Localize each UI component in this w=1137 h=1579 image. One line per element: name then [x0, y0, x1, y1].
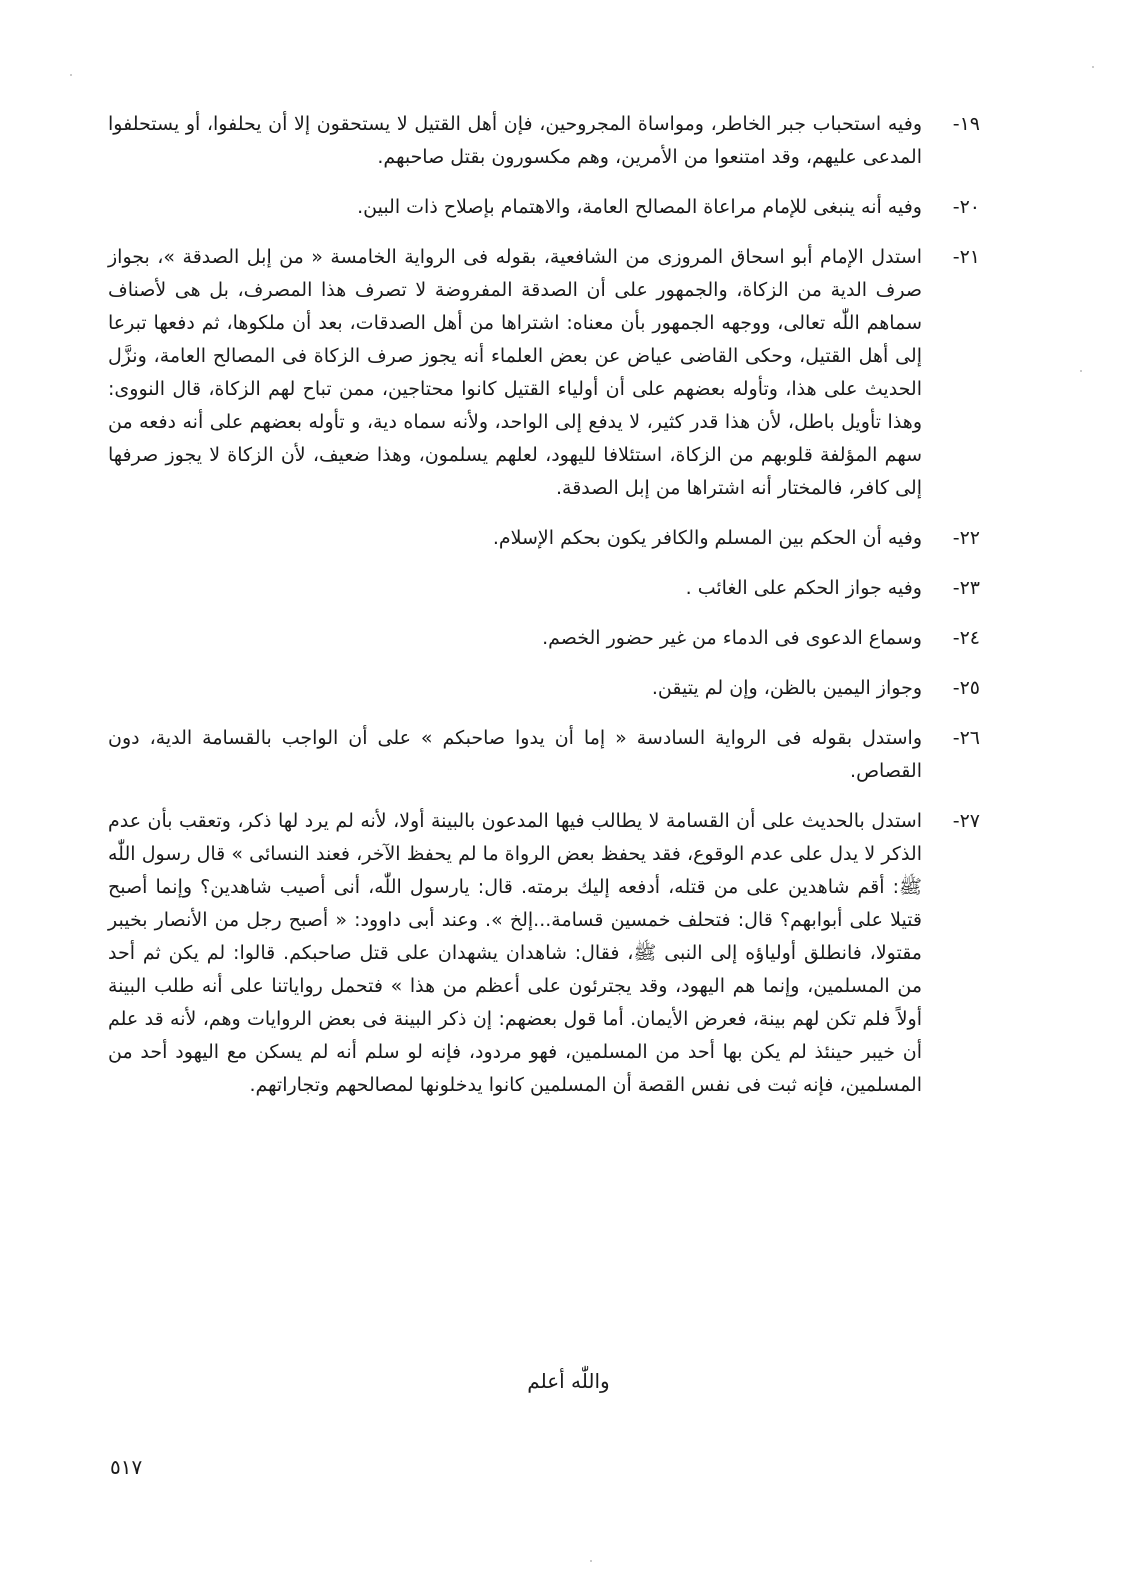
item-number: ٢٤-: [952, 627, 980, 649]
list-item: [108, 672, 980, 705]
list-item: [108, 522, 980, 555]
item-number: ٢٠-: [952, 196, 980, 218]
scan-speck: [1080, 370, 1082, 372]
list-item: [108, 622, 980, 655]
scan-speck: [1092, 66, 1094, 68]
scan-speck: [70, 74, 72, 76]
item-text: استدل بالحديث على أن القسامة لا يطالب فيها المدعون بالبينة أولا، لأنه لم يرد لها ذكر، وتعقب بأن عدم الذكر لا يدل على عدم الوقوع، فقد يحفظ بعض الرواة ما لم يحفظ الآخر، فعند النسائى » قال رسول اللّٰه ﷺ: أقم شاهدين على من قتله، أدفعه إليك برمته. قال: يارسول اللّٰه، أنى أصيب شاهدين؟ وإنما أصبح قتيلا على أبوابهم؟ قال: فتحلف خمسين قسامة...إلخ ». وعند أبى داوود: « أصبح رجل من الأنصار بخيبر مقتولا، فانطلق أولياؤه إلى النبى ﷺ، فقال: شاهدان يشهدان على قتل صاحبكم. قالوا: لم يكن ثم أحد من المسلمين، وإنما هم اليهود، وقد يجترئون على أعظم من هذا » فتحمل رواياتنا على أنه طلب البينة أولاً فلم تكن لهم بينة، فعرض الأيمان. أما قول بعضهم: إن ذكر البينة فى بعض الروايات وهم، لأنه قد علم أن خيبر حينئذ لم يكن بها أحد من المسلمين، فهو مردود، فإنه لو سلم أنه لم يسكن مع اليهود أحد من المسلمين، فإنه ثبت فى نفس القصة أن المسلمين كانوا يدخلونها لمصالحهم وتجاراتهم.: [108, 810, 922, 1096]
list-item: [108, 191, 980, 224]
item-text: وفيه أن الحكم بين المسلم والكافر يكون بحكم الإسلام.: [492, 527, 922, 549]
page-number: ٥١٧: [110, 1455, 143, 1479]
item-text: استدل الإمام أبو اسحاق المروزى من الشافعية، بقوله فى الرواية الخامسة « من إبل الصدقة »، بجواز صرف الدية من الزكاة، والجمهور على أن الصدقة المفروضة لا تصرف هذا المصرف، بل هى لأصناف سماهم اللّٰه تعالى، ووجهه الجمهور بأن معناه: اشتراها من أهل الصدقات، بعد أن ملكوها، ثم دفعها تبرعا إلى أهل القتيل، وحكى القاضى عياض عن بعض العلماء أنه يجوز صرف الزكاة فى المصالح العامة، ونزَّل الحديث على هذا، وتأوله بعضهم على أن أولياء القتيل كانوا محتاجين، ممن تباح لهم الزكاة، قال النووى: وهذا تأويل باطل، لأن هذا قدر كثير، لا يدفع إلى الواحد، ولأنه سماه دية، و تأوله بعضهم على أنه دفعه من سهم المؤلفة قلوبهم من الزكاة، استئلافا لليهود، لعلهم يسلمون، وهذا ضعيف، لأن الزكاة لا يجوز صرفها إلى كافر، فالمختار أنه اشتراها من إبل الصدقة.: [108, 246, 922, 499]
closing-phrase: واللّٰه أعلم: [527, 1369, 610, 1393]
list-item: [108, 572, 980, 605]
item-number: ٢٥-: [952, 677, 980, 699]
list-item: [108, 108, 980, 174]
list-item: [108, 722, 980, 788]
item-text: وفيه أنه ينبغى للإمام مراعاة المصالح العامة، والاهتمام بإصلاح ذات البين.: [357, 196, 922, 218]
item-text: وفيه استحباب جبر الخاطر، ومواساة المجروحين، فإن أهل القتيل لا يستحقون إلا أن يحلفوا، أو يستحلفوا المدعى عليهم، وقد امتنعوا من الأمرين، وهم مكسورون بقتل صاحبهم.: [108, 113, 922, 168]
main-text: [108, 108, 980, 1119]
item-number: ١٩-: [952, 113, 980, 135]
item-number: ٢٦-: [952, 727, 980, 749]
item-text: وجواز اليمين بالظن، وإن لم يتيقن.: [651, 677, 922, 699]
list-item: [108, 805, 980, 1102]
list-item: [108, 241, 980, 505]
item-text: واستدل بقوله فى الرواية السادسة « إما أن يدوا صاحبكم » على أن الواجب بالقسامة الدية، دون القصاص.: [108, 727, 922, 782]
item-number: ٢٢-: [952, 527, 980, 549]
item-number: ٢٣-: [952, 577, 980, 599]
item-number: ٢١-: [952, 246, 980, 268]
item-text: وفيه جواز الحكم على الغائب .: [685, 577, 922, 599]
scan-speck: [590, 1560, 592, 1562]
item-text: وسماع الدعوى فى الدماء من غير حضور الخصم.: [542, 627, 922, 649]
item-number: ٢٧-: [952, 810, 980, 832]
